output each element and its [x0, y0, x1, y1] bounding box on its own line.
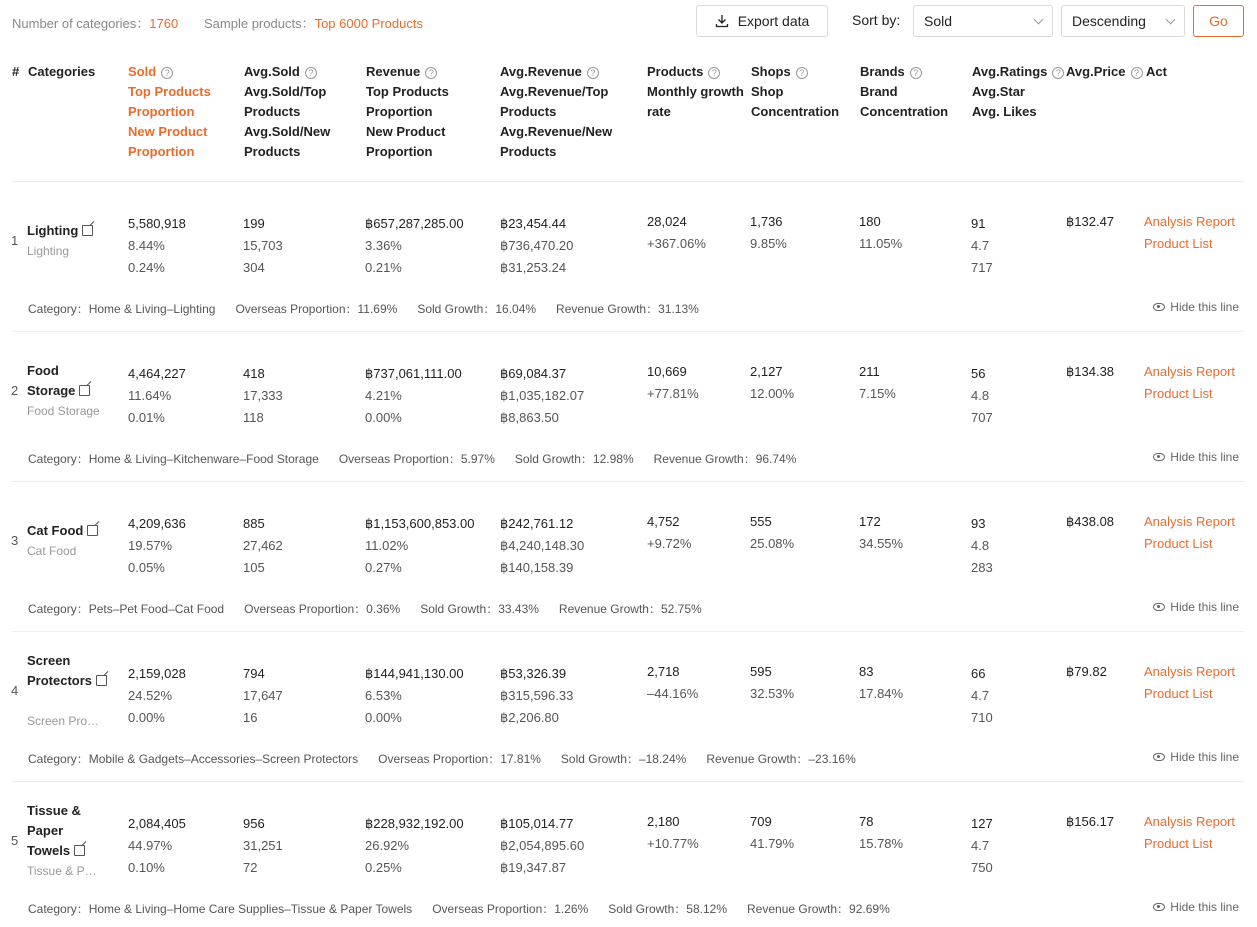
sample-products: Sample products：Top 6000 Products [204, 16, 423, 31]
shops-cell: 709 41.79% [750, 814, 795, 851]
products-cell: 28,024 +367.06% [647, 214, 706, 251]
product-list-link[interactable]: Product List [1144, 236, 1213, 251]
header-brands[interactable]: Brands ? Brand Concentration [860, 64, 949, 119]
header-products[interactable]: Products ? Monthly growth rate [647, 64, 744, 119]
revenue-cell: ฿657,287,285.00 3.36% 0.21% [365, 216, 464, 275]
avg-price-cell: ฿132.47 [1066, 214, 1115, 229]
header-divider [12, 181, 1244, 182]
row-details [28, 300, 719, 317]
row-actions [1144, 811, 1235, 855]
row-divider [12, 331, 1244, 332]
sold-cell: 4,209,636 19.57% 0.05% [128, 516, 186, 575]
avg-revenue-cell: ฿53,326.39 ฿315,596.33 ฿2,206.80 [500, 666, 574, 725]
download-icon [715, 14, 729, 28]
hide-line-button[interactable]: Hide this line [1153, 750, 1239, 764]
table-row [0, 338, 1257, 488]
avg-sold-cell: 794 17,647 16 [243, 666, 283, 725]
avg-price-cell: ฿79.82 [1066, 664, 1107, 679]
category-subname: Tissue & P… [27, 864, 97, 878]
eye-icon [1153, 303, 1165, 311]
overseas-proportion: Overseas Proportion：11.69% [235, 302, 398, 316]
order-value: Descending [1072, 13, 1146, 29]
hide-line-button[interactable]: Hide this line [1153, 450, 1239, 464]
shops-cell: 1,736 9.85% [750, 214, 787, 251]
shops-cell: 595 32.53% [750, 664, 795, 701]
sold-cell: 2,159,028 24.52% 0.00% [128, 666, 186, 725]
shops-cell: 555 25.08% [750, 514, 795, 551]
row-actions [1144, 511, 1235, 555]
eye-icon [1153, 603, 1165, 611]
avg-revenue-cell: ฿69,084.37 ฿1,035,182.07 ฿8,863.50 [500, 366, 585, 425]
sold-growth: Sold Growth：16.04% [417, 302, 537, 316]
avg-price-cell: ฿134.38 [1066, 364, 1115, 379]
category-path: Category：Home & Living–Kitchenware–Food Storage [28, 452, 319, 466]
revenue-cell: ฿228,932,192.00 26.92% 0.25% [365, 816, 464, 875]
header-avg-price[interactable]: Avg.Price ? [1066, 62, 1143, 82]
row-details [28, 750, 876, 767]
header-act: Act [1146, 64, 1167, 79]
chevron-down-icon [1166, 14, 1176, 24]
help-icon[interactable]: ? [1052, 67, 1064, 79]
brands-cell: 180 11.05% [859, 214, 903, 251]
product-list-link[interactable]: Product List [1144, 386, 1213, 401]
order-select[interactable] [1061, 5, 1185, 37]
header-avg-revenue[interactable]: Avg.Revenue ? Avg.Revenue/Top Products Avg.Revenue/New Products [500, 64, 613, 159]
external-link-icon[interactable] [96, 675, 107, 686]
avg-sold-cell: 885 27,462 105 [243, 516, 283, 575]
category-subname: Lighting [27, 244, 70, 258]
products-cell: 10,669 +77.81% [647, 364, 699, 401]
analysis-report-link[interactable]: Analysis Report [1144, 814, 1236, 829]
chevron-down-icon [1034, 14, 1044, 24]
avg-revenue-cell: ฿105,014.77 ฿2,054,895.60 ฿19,347.87 [500, 816, 585, 875]
table-row [0, 638, 1257, 788]
product-list-link[interactable]: Product List [1144, 686, 1213, 701]
table-row [0, 188, 1257, 338]
products-cell: 2,718 –44.16% [647, 664, 699, 701]
eye-icon [1153, 903, 1165, 911]
brands-cell: 211 7.15% [859, 364, 896, 401]
ratings-cell: 91 4.7 717 [971, 216, 993, 275]
avg-price-cell: ฿438.08 [1066, 514, 1115, 529]
revenue-cell: ฿144,941,130.00 6.53% 0.00% [365, 666, 464, 725]
products-cell: 4,752 +9.72% [647, 514, 692, 551]
row-actions [1144, 361, 1235, 405]
category-subname: Food Storage [27, 404, 100, 418]
external-link-icon[interactable] [87, 525, 98, 536]
avg-sold-cell: 418 17,333 118 [243, 366, 283, 425]
category-name-link[interactable]: Lighting [27, 221, 109, 241]
hide-line-button[interactable]: Hide this line [1153, 900, 1239, 914]
row-details [28, 600, 722, 617]
category-count: Number of categories：1760 [12, 16, 179, 31]
sold-growth: Sold Growth：58.12% [608, 902, 727, 916]
revenue-growth: Revenue Growth：92.69% [747, 902, 890, 916]
sold-growth: Sold Growth：–18.24% [560, 752, 687, 766]
revenue-growth: Revenue Growth：31.13% [556, 302, 699, 316]
header-shops[interactable]: Shops ? Shop Concentration [751, 64, 840, 119]
avg-sold-cell: 199 15,703 304 [243, 216, 283, 275]
header-categories: Categories [28, 64, 96, 79]
revenue-growth: Revenue Growth：96.74% [653, 452, 797, 466]
brands-cell: 172 34.55% [859, 514, 904, 551]
product-list-link[interactable]: Product List [1144, 836, 1213, 851]
analysis-report-link[interactable]: Analysis Report [1144, 214, 1236, 229]
category-subname: Screen Pro… [27, 714, 100, 728]
avg-sold-cell: 956 31,251 72 [243, 816, 283, 875]
ratings-cell: 127 4.7 750 [971, 816, 993, 875]
export-data-button[interactable] [696, 5, 828, 37]
avg-revenue-cell: ฿242,761.12 ฿4,240,148.30 ฿140,158.39 [500, 516, 585, 575]
sort-by-select[interactable] [913, 5, 1053, 37]
row-divider [12, 481, 1244, 482]
revenue-cell: ฿737,061,111.00 4.21% 0.00% [365, 366, 462, 425]
eye-icon [1153, 453, 1165, 461]
ratings-cell: 66 4.7 710 [971, 666, 993, 725]
row-rank: 3 [11, 533, 19, 548]
shops-cell: 2,127 12.00% [750, 364, 795, 401]
help-icon[interactable]: ? [910, 67, 922, 79]
header-ratings[interactable]: Avg.Ratings ? Avg.Star Avg. Likes [972, 62, 1064, 122]
ratings-cell: 93 4.8 283 [971, 516, 993, 575]
help-icon[interactable]: ? [587, 67, 599, 79]
sold-growth: Sold Growth：12.98% [514, 452, 634, 466]
revenue-growth: Revenue Growth：52.75% [558, 602, 702, 616]
sold-cell: 2,084,405 44.97% 0.10% [128, 816, 186, 875]
category-subname: Cat Food [27, 544, 77, 558]
table-row [0, 788, 1257, 927]
sold-cell: 4,464,227 11.64% 0.01% [128, 366, 186, 425]
help-icon[interactable]: ? [305, 67, 317, 79]
external-link-icon[interactable] [79, 385, 90, 396]
help-icon[interactable]: ? [796, 67, 808, 79]
hide-line-button[interactable]: Hide this line [1153, 300, 1239, 314]
revenue-cell: ฿1,153,600,853.00 11.02% 0.27% [365, 516, 475, 575]
row-rank: 2 [11, 383, 19, 398]
header-rank: # [12, 64, 20, 79]
avg-price-cell: ฿156.17 [1066, 814, 1115, 829]
analysis-report-link[interactable]: Analysis Report [1144, 364, 1236, 379]
products-cell: 2,180 +10.77% [647, 814, 699, 851]
row-rank: 1 [11, 233, 19, 248]
row-rank: 5 [11, 833, 19, 848]
overseas-proportion: Overseas Proportion：0.36% [244, 602, 401, 616]
sort-label: Sort by: [852, 12, 901, 28]
row-rank: 4 [11, 683, 19, 698]
eye-icon [1153, 753, 1165, 761]
hide-line-button[interactable]: Hide this line [1153, 600, 1239, 614]
external-link-icon[interactable] [74, 845, 85, 856]
header-avg-sold[interactable]: Avg.Sold ? Avg.Sold/Top Products Avg.Sold/New Products [244, 64, 331, 159]
header-sold[interactable]: Sold ? Top Products Proportion New Product Proportion [128, 64, 211, 159]
external-link-icon[interactable] [82, 225, 93, 236]
help-icon[interactable]: ? [1131, 67, 1143, 79]
table-row [0, 488, 1257, 638]
category-name-link[interactable]: Screen Protectors [27, 651, 109, 691]
category-path: Category：Home & Living–Lighting [28, 302, 216, 316]
category-path: Category：Home & Living–Home Care Supplies–Tissue & Paper Towels [28, 902, 413, 916]
category-path: Category：Mobile & Gadgets–Accessories–Screen Protectors [28, 752, 359, 766]
category-name-link[interactable]: Cat Food [27, 521, 109, 541]
sold-growth: Sold Growth：33.43% [420, 602, 539, 616]
go-button[interactable]: Go [1193, 5, 1244, 37]
ratings-cell: 56 4.8 707 [971, 366, 993, 425]
row-details [28, 900, 910, 917]
revenue-growth: Revenue Growth：–23.16% [706, 752, 856, 766]
help-icon[interactable]: ? [708, 67, 720, 79]
brands-cell: 78 15.78% [859, 814, 904, 851]
category-path: Category：Pets–Pet Food–Cat Food [28, 602, 225, 616]
overseas-proportion: Overseas Proportion：17.81% [378, 752, 541, 766]
sold-cell: 5,580,918 8.44% 0.24% [128, 216, 186, 275]
product-list-link[interactable]: Product List [1144, 536, 1213, 551]
row-actions [1144, 211, 1235, 255]
help-icon[interactable]: ? [161, 67, 173, 79]
help-icon[interactable]: ? [425, 67, 437, 79]
brands-cell: 83 17.84% [859, 664, 904, 701]
overseas-proportion: Overseas Proportion：5.97% [338, 452, 495, 466]
row-divider [12, 631, 1244, 632]
row-details [28, 450, 816, 467]
category-name-link[interactable]: Food Storage [27, 361, 109, 401]
category-name-link[interactable]: Tissue & Paper Towels [27, 801, 109, 861]
header-revenue[interactable]: Revenue ? Top Products Proportion New Product Proportion [366, 64, 449, 159]
row-divider [12, 781, 1244, 782]
export-label: Export data [737, 13, 810, 29]
analysis-report-link[interactable]: Analysis Report [1144, 664, 1236, 679]
analysis-report-link[interactable]: Analysis Report [1144, 514, 1236, 529]
avg-revenue-cell: ฿23,454.44 ฿736,470.20 ฿31,253.24 [500, 216, 574, 275]
overseas-proportion: Overseas Proportion：1.26% [432, 902, 589, 916]
row-actions [1144, 661, 1235, 705]
sort-value: Sold [924, 13, 953, 29]
